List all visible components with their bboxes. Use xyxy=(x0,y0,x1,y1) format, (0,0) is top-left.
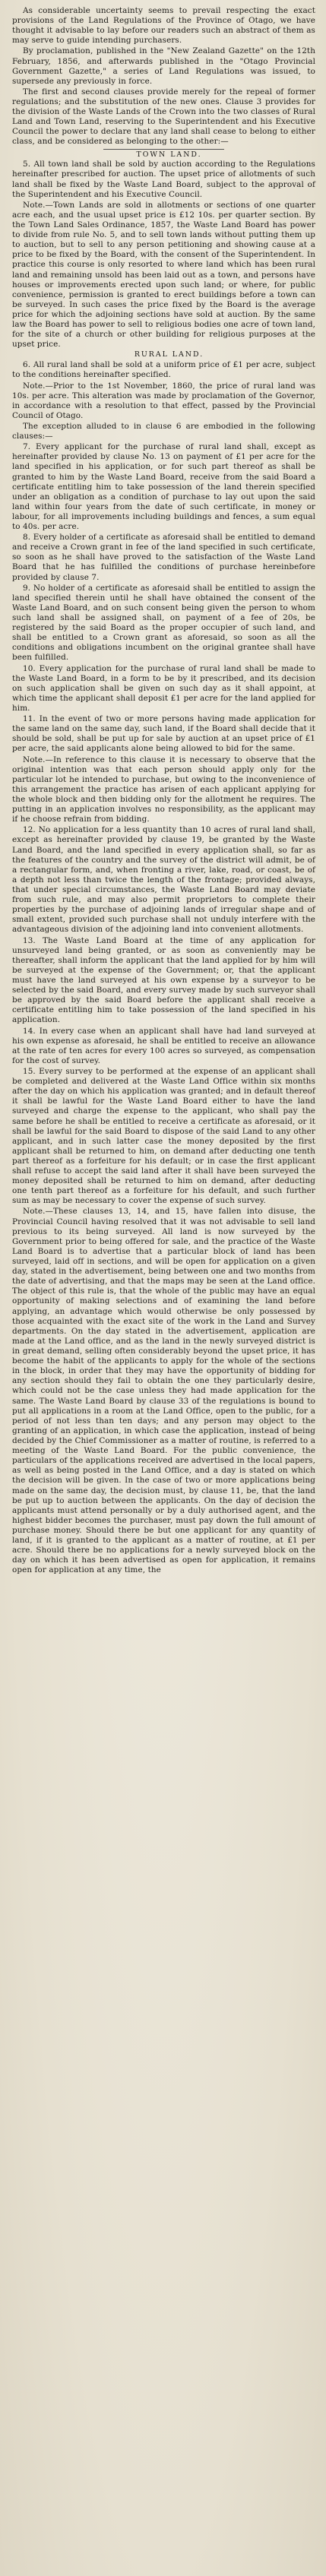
note-town-lands: Note.—Town Lands are sold in allotments or sections of one quarter acre each, and the usual upset price is £12 10s. per quarter section. By the Town Land Sales Ordinance, 1857, the Waste Land Board has power to divide from rule No. 5, and to sell town lands without putting them up to auction, but to sell to any person petitioning and showing cause at a price to be fixed by the Board, with the consent of the Superintendent. In practice this course is only resorted to where land which has been rural land and remaining unsold has been laid out as a town, and persons have houses or improvements erected upon such land; or where, for public convenience, permission is granted to erect buildings before a town can be surveyed. In such cases the price fixed by the Board is the average price for which the adjoining sections have sold at auction. By the same law the Board has power to sell to religious bodies one acre of town land, for the site of a church or other building for religious purposes at the upset price. xyxy=(12,200,315,350)
section-heading-rural-land: RURAL LAND. xyxy=(134,350,204,359)
paragraph-proclamation: By proclamation, published in the "New Zealand Gazette" on the 12th February, 1856, and afterwards published in the "Otago Provincial Government Gazette," a series of Land Regulations was issued, to supersede any previously in force. xyxy=(12,46,315,86)
article-body xyxy=(12,6,315,1576)
paragraph-clauses-overview: The first and second clauses provide merely for the repeal of former regulations; and the substitution of the new ones. Clause 3 provides for the division of the Waste Lands of the Crown into the two classes of Rural Land and Town Land, reserving to the Superintendent and his Executive Council the power to declare that any land shall cease to belong to either class, and be considered as belonging to the other:— xyxy=(12,87,315,147)
clause-12: 12. No application for a less quantity than 10 acres of rural land shall, except as hereinafter provided by clause 19, be granted by the Waste Land Board, and the land specified in every application shall, so far as the features of the country and the survey of the district will admit, be of a rectangular form, and, when fronting a river, lake, road, or coast, be of a depth not less than twice the length of the frontage; provided always, that under special circumstances, the Waste Land Board may deviate from such rule, and may also permit proprietors to complete their properties by the purchase of adjoining lands of irregular shape and of small extent, provided such purchase shall not unduly interfere with the advantageous division of the adjoining land into convenient allotments. xyxy=(12,825,315,935)
note-price-change: Note.—Prior to the 1st November, 1860, the price of rural land was 10s. per acre. This alteration was made by proclamation of the Governor, in accordance with a resolution to that effect, passed by the Provincial Council of Otago. xyxy=(12,381,315,420)
clause-9: 9. No holder of a certificate as aforesaid shall be entitled to assign the land specified therein until he shall have obtained the consent of the Waste Land Board, and on such consent being given the person to whom such land shall be assigned shall, on payment of a fee of 20s, be registered by the said Board as the proper occupier of such land, and shall be entitled to a Crown grant as aforesaid, so soon as all the conditions and obligations incumbent on the original grantee shall have been fulfilled. xyxy=(12,583,315,663)
clause-6: 6. All rural land shall be sold at a uniform price of £1 per acre, subject to the conditions hereinafter specified. xyxy=(12,360,315,380)
clause-15: 15. Every survey to be performed at the expense of an applicant shall be completed and delivered at the Waste Land Office within six months after the day on which his application was granted; and in default thereof it shall be lawful for the Waste Land Board either to have the land surveyed and charge the expense to the applicant, who shall pay the same before he shall be entitled to receive a certificate as aforesaid, or it shall be lawful for the said Board to dispose of the said Land to any other applicant, and in such latter case the money deposited by the first applicant shall be returned to him, on demand after deducting one tenth part thereof as a forfeiture for his default; or in case the first applicant shall refuse to accept the said land after it shall have been surveyed the money deposited shall be returned to him on demand, after deducting one tenth part thereof as a forfeiture for his default, and such further sum as may be necessary to cover the expense of such survey. xyxy=(12,1066,315,1206)
clause-8: 8. Every holder of a certificate as aforesaid shall be entitled to demand and receive a Crown grant in fee of the land specified in such certificate, so soon as he shall have proved to the satisfaction of the Waste Land Board that he has fulfilled the conditions of purchase hereinbefore provided by clause 7. xyxy=(12,533,315,582)
clause-5: 5. All town land shall be sold by auction according to the Regulations hereinafter prescribed for auction. The upset price of allotments of such land shall be fixed by the Waste Land Board, subject to the approval of the Superintendent and his Executive Council. xyxy=(12,160,315,199)
clause-11: 11. In the event of two or more persons having made application for the same land on the same day, such land, if the Board shall decide that it should be sold, shall be put up for sale by auction at an upset price of £1 per acre, the said applicants alone being allowed to bid for the same. xyxy=(12,714,315,754)
paragraph-intro: As considerable uncertainty seems to prevail respecting the exact provisions of the Land Regulations of the Province of Otago, we have thought it advisable to lay before our readers such an abstract of them as may serve to guide intending purchasers. xyxy=(12,6,315,46)
clause-14: 14. In every case when an applicant shall have had land surveyed at his own expense as aforesaid, he shall be entitled to receive an allowance at the rate of ten acres for every 100 acres so surveyed, as compensation for the cost of survey. xyxy=(12,1026,315,1065)
divider xyxy=(103,149,224,150)
clause-13: 13. The Waste Land Board at the time of any application for unsurveyed land being granted, or as soon as conveniently may be thereafter, shall inform the applicant that the land applied for by him will be surveyed at the expense of the Government; or, that the applicant must have the land surveyed at his own expense by a surveyor to be selected by the said Board, and every survey made by such surveyor shall be approved by the said Board before the applicant shall receive a certificate entitling him to take possession of the land specified in his application. xyxy=(12,935,315,1025)
clause-10: 10. Every application for the purchase of rural land shall be made to the Waste Land Board, in a form to be by it prescribed, and its decision on such application shall be given on such day as it shall appoint, at which time the applicant shall deposit £1 per acre for the land applied for him. xyxy=(12,663,315,714)
section-heading-town-land: TOWN LAND. xyxy=(136,150,202,159)
paragraph-exceptions: The exception alluded to in clause 6 are embodied in the following clauses:— xyxy=(12,421,315,441)
note-clause-11: Note.—In reference to this clause it is necessary to observe that the original intention was that each person should apply only for the particular lot he intended to purchase, but owing to the inconvenience of this arrangement the practice has arisen of each applicant applying for the whole block and then bidding only for the allotment he requires. The putting in an application involves no responsibility, as the applicant may if he choose refrain from bidding. xyxy=(12,755,315,824)
clause-7: 7. Every applicant for the purchase of rural land shall, except as hereinafter provided by clause No. 13 on payment of £1 per acre for the land specified in his application, or for such part thereof as shall be granted to him by the Waste Land Board, receive from the said Board a certificate entitling him to take possession of the land therein specified under an obligation as a condition of purchase to lay out upon the said land within four years from the date of such certificate, in money or labour, for all improvements including buildings and fences, a sum equal to 40s. per acre. xyxy=(12,442,315,532)
note-clauses-13-15: Note.—These clauses 13, 14, and 15, have fallen into disuse, the Provincial Council having resolved that it was not advisable to sell land previous to its being surveyed. All land is now surveyed by the Government prior to being offered for sale, and the practice of the Waste Land Board is to advertise that a particular block of land has been surveyed, laid off in sections, and will be open for application on a given day, stated in the advertisement, being between one and two months from the date of advertising, and that the maps may be seen at the Land office. The object of this rule is, that the whole of the public may have an equal opportunity of making selections and of examining the land before applying, an advantage which would otherwise be only possessed by those acquainted with the exact site of the work in the Land and Survey departments. On the day stated in the advertisement, application are made at the Land office, and as the land in the newly surveyed district is in great demand, selling often considerably beyond the upset price, it has become the habit of the applicants to apply for the whole of the sections in the block, in order that they may have the opportunity of bidding for any section should they fail to obtain the one they particularly desire, which could not be the case unless they had made application for the same. The Waste Land Board by clause 33 of the regulations is bound to put all applications in a room at the Land Office, open to the public, for a period of not less than ten days; and any person may object to the granting of an application, in which case the application, instead of being decided by the Chief Commissioner as a matter of routine, is referred to a meeting of the Waste Land Board. For the public convenience, the particulars of the applications received are advertised in the local papers, as well as being posted in the Land Office, and a day is stated on which the decision will be given. In the case of two or more applications being made on the same day, the decision must, by clause 11, be, that the land be put up to auction between the applicants. On the day of decision the applicants must attend personally or by a duly authorised agent, and the highest bidder becomes the purchaser, must pay down the full amount of purchase money. Should there be but one applicant for any quantity of land, if it is granted to the applicant as a matter of routine, at £1 per acre. Should there be no applications for a newly surveyed block on the day on which it has been advertised as open for application, it remains open for application at any time, the xyxy=(12,1207,315,1575)
